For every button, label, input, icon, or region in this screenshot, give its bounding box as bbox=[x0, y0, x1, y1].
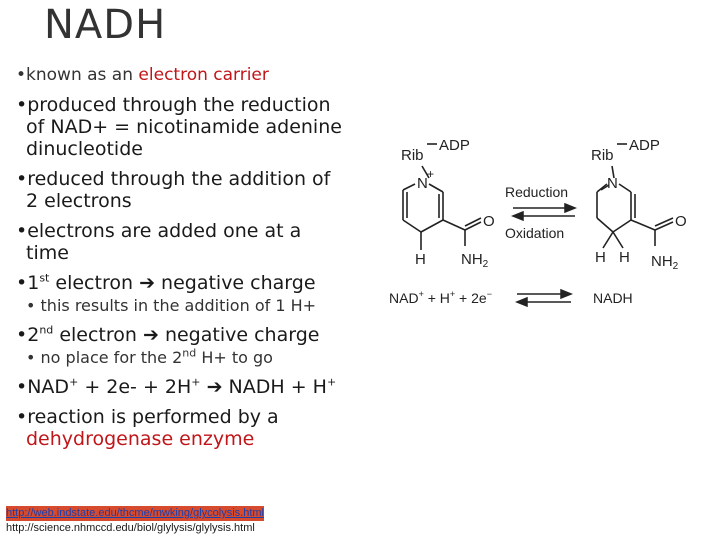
reduction-label: Reduction bbox=[505, 184, 569, 200]
equilibrium-arrows-icon bbox=[513, 204, 575, 220]
adp-label-right: ADP bbox=[629, 137, 660, 154]
sub-bullet-one-h: • this results in the addition of 1 H+ bbox=[26, 296, 317, 315]
bullet-equation: •NAD+ + 2e- + 2H+ ➔ NADH + H+ bbox=[16, 375, 337, 398]
h-label-left: H bbox=[415, 251, 426, 268]
highlight-electron-carrier: electron carrier bbox=[138, 65, 269, 85]
bullet-one-at-a-time: •electrons are added one at a time bbox=[16, 220, 302, 264]
rib-label-right: Rib bbox=[591, 147, 614, 164]
right-arrow-icon: ➔ bbox=[139, 272, 155, 294]
link-nhmccd[interactable]: http://science.nhmccd.edu/biol/glylysis/glylysis.html bbox=[6, 522, 255, 534]
nh2-label-left: $NH_2$ bbox=[461, 251, 489, 270]
page-title: NADH bbox=[44, 2, 167, 48]
equation-right: NADH bbox=[593, 290, 633, 306]
n-label-left: N bbox=[417, 175, 428, 192]
bullet-reduced: •reduced through the addition of 2 electrons bbox=[16, 168, 331, 212]
bullet-first-electron: •1st electron ➔ negative charge bbox=[16, 271, 316, 294]
highlight-dehydrogenase: dehydrogenase enzyme bbox=[26, 428, 255, 450]
n-plus-label: + bbox=[427, 167, 435, 181]
link-indstate[interactable]: http://web.indstate.edu/thcme/mwking/glycolysis.html bbox=[6, 507, 265, 519]
adp-label-left: ADP bbox=[439, 137, 470, 154]
nh2-label-right: $NH_2$ bbox=[651, 253, 679, 272]
bullet-electron-carrier: •known as an electron carrier bbox=[16, 65, 269, 85]
bullet-dehydrogenase: •reaction is performed by a dehydrogenase enzyme bbox=[16, 406, 386, 450]
n-label-right: N bbox=[607, 175, 618, 192]
equation-left: NAD+ + H+ + 2e− bbox=[389, 289, 492, 306]
nad-reduction-diagram bbox=[385, 128, 705, 322]
bullet-second-electron: •2nd electron ➔ negative charge bbox=[16, 323, 320, 346]
h-label-right-1: H bbox=[595, 249, 606, 266]
right-arrow-icon: ➔ bbox=[142, 324, 159, 346]
reference-links bbox=[6, 506, 264, 536]
o-label-right: O bbox=[675, 213, 687, 230]
right-arrow-icon: ➔ bbox=[206, 376, 223, 398]
bullet-reduction: •produced through the reduction of NAD+ = nicotinamide adenine dinucleotide bbox=[16, 94, 342, 160]
sub-bullet-no-place: • no place for the 2nd H+ to go bbox=[26, 346, 273, 367]
equilibrium-arrows-icon bbox=[517, 290, 571, 306]
oxidation-label: Oxidation bbox=[505, 225, 565, 241]
o-label-left: O bbox=[483, 213, 495, 230]
bullet-list bbox=[16, 64, 386, 458]
h-label-right-2: H bbox=[619, 249, 630, 266]
rib-label-left: Rib bbox=[401, 147, 424, 164]
